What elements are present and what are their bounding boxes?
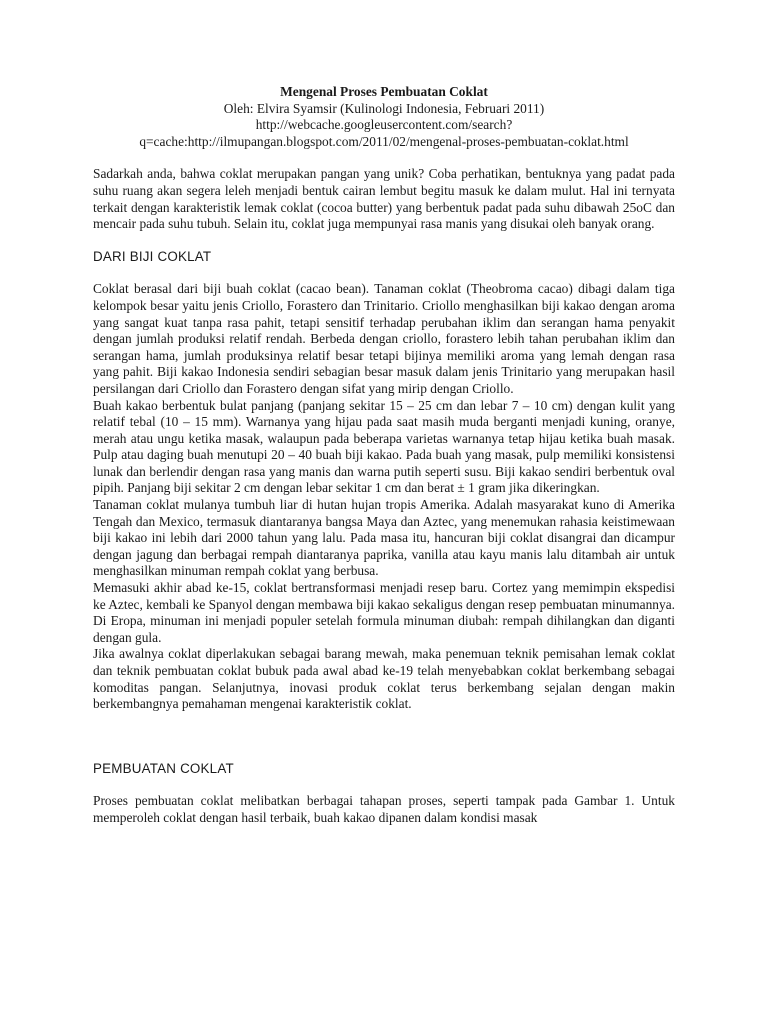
section1-paragraph: Jika awalnya coklat diperlakukan sebagai barang mewah, maka penemuan teknik pemisahan lemak coklat dan teknik pembuatan coklat bubuk pada awal abad ke-19 telah menyebabkan coklat berkembang sebagai komoditas pangan. Selanjutnya, inovasi produk coklat terus berkembang sejalan dengan makin berkembangnya pemahaman mengenai karakteristik coklat. bbox=[93, 646, 675, 712]
source-url-line-2: q=cache:http://ilmupangan.blogspot.com/2011/02/mengenal-proses-pembuatan-coklat.html bbox=[139, 133, 629, 149]
section2-paragraph: Proses pembuatan coklat melibatkan berbagai tahapan proses, seperti tampak pada Gambar 1. Untuk memperoleh coklat dengan hasil terbaik, buah kakao dipanen dalam kondisi masak bbox=[93, 793, 675, 825]
section1-paragraph: Coklat berasal dari biji buah coklat (cacao bean). Tanaman coklat (Theobroma cacao) dibagi dalam tiga kelompok besar yaitu jenis Criollo, Forastero dan Trinitario. Criollo menghasilkan biji kakao dengan aroma yang sangat kuat tanpa rasa pahit, tetapi sensitif terhadap perubahan iklim dan serangan hama penyakit dengan jumlah produksi relatif rendah. Berbeda dengan criollo, forastero lebih tahan perubahan iklim dan serangan hama, jumlah produksinya relatif besar tetapi bijinya memiliki aroma yang lemah dengan rasa yang pahit. Biji kakao Indonesia sendiri sebagian besar masuk dalam jenis Trinitario yang merupakan hasil persilangan dari Criollo dan Forastero dengan sifat yang mirip dengan Criollo. bbox=[93, 281, 675, 396]
section1-paragraph: Memasuki akhir abad ke-15, coklat bertransformasi menjadi resep baru. Cortez yang memimpin ekspedisi ke Aztec, kembali ke Spanyol dengan membawa biji kakao sekaligus dengan resep pembuatan minumannya. Di Eropa, minuman ini menjadi populer setelah formula minuman diubah: rempah dihilangkan dan diganti dengan gula. bbox=[93, 580, 675, 645]
document-byline: Oleh: Elvira Syamsir (Kulinologi Indonesia, Februari 2011) bbox=[223, 100, 545, 116]
section1-paragraph: Tanaman coklat mulanya tumbuh liar di hutan hujan tropis Amerika. Adalah masyarakat kuno di Amerika Tengah dan Mexico, termasuk diantaranya bangsa Maya dan Aztec, yang menemukan rahasia keistimewaan biji kakao ini lebih dari 2000 tahun yang lalu. Pada masa itu, hancuran biji coklat disangrai dan dicampur dengan jagung dan berbagai rempah diantaranya paprika, vanilla atau kayu manis lalu ditambah air untuk menghasilkan minuman rempah coklat yang berbusa. bbox=[93, 497, 675, 579]
intro-paragraph: Sadarkah anda, bahwa coklat merupakan pangan yang unik? Coba perhatikan, bentuknya yang padat pada suhu ruang akan segera leleh menjadi bentuk cairan lembut begitu masuk ke dalam mulut. Hal ini ternyata terkait dengan karakteristik lemak coklat (cocoa butter) yang berbentuk padat pada suhu dibawah 25oC dan mencair pada suhu tubuh. Selain itu, coklat juga mempunyai rasa manis yang disukai oleh banyak orang. bbox=[93, 166, 675, 232]
section-heading-dari-biji-coklat: DARI BIJI COKLAT bbox=[93, 248, 212, 264]
document-page bbox=[93, 84, 675, 827]
document-header bbox=[93, 84, 675, 150]
document-title: Mengenal Proses Pembuatan Coklat bbox=[280, 84, 488, 99]
section-heading-pembuatan-coklat: PEMBUATAN COKLAT bbox=[93, 760, 234, 776]
section1-paragraph: Buah kakao berbentuk bulat panjang (panjang sekitar 15 – 25 cm dan lebar 7 – 10 cm) dengan kulit yang relatif tebal (10 – 15 mm). Warnanya yang hijau pada saat masih muda berganti menjadi kuning, oranye, merah atau ungu ketika masak, walaupun pada beberapa varietas warnanya tetap hijau ketika buah masak. Pulp atau daging buah menutupi 20 – 40 buah biji kakao. Pada buah yang masak, pulp memiliki konsistensi lunak dan berlendir dengan rasa yang manis dan warna putih seperti susu. Biji kakao sendiri berbentuk oval pipih. Panjang biji sekitar 2 cm dengan lebar sekitar 1 cm dan berat ± 1 gram jika dikeringkan. bbox=[93, 397, 675, 496]
source-url-line-1: http://webcache.googleusercontent.com/search? bbox=[255, 117, 513, 133]
